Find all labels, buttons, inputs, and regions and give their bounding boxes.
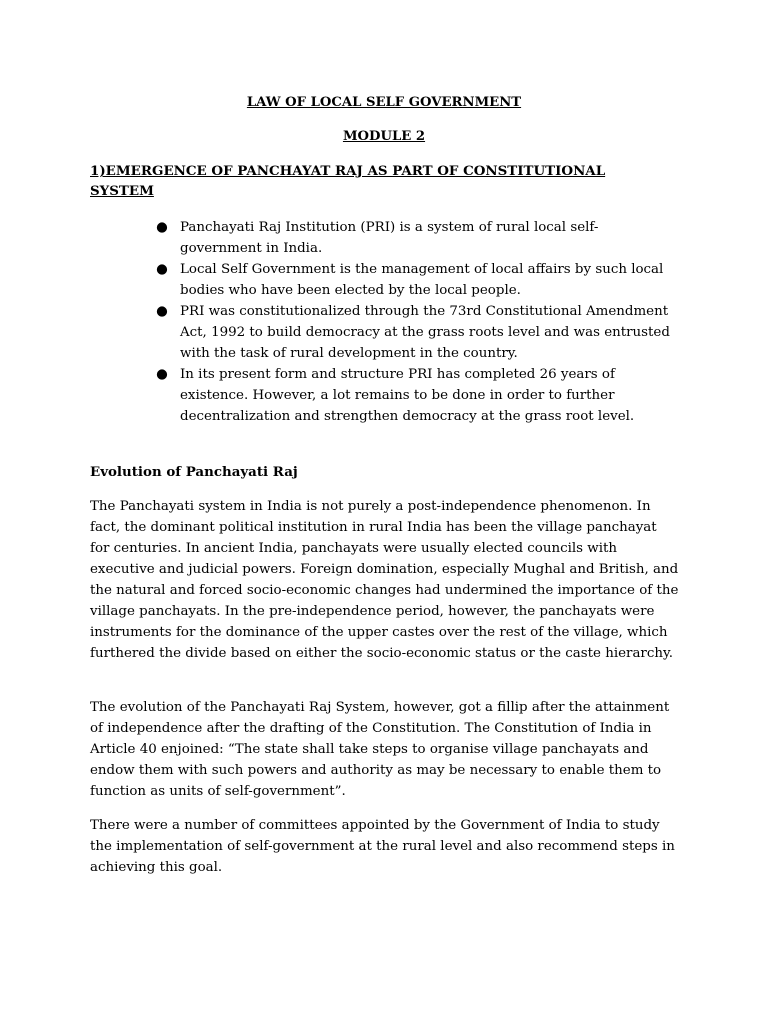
paragraph: The evolution of the Panchayati Raj System, however, got a fillip after the attainment of independence after the drafting of the Constitution. The Constitution of India in Article 40 enjoined: “The state shall take steps to organise village panchayats and endow them with such powers and authority as may be necessary to enable them to function as units of self-government”. bbox=[90, 700, 670, 799]
paragraph: The Panchayati system in India is not purely a post-independence phenomenon. In fact, the dominant political institution in rural India has been the village panchayat for centuries. In ancient India, panchayats were usually elected councils with executive and judicial powers. Foreign domination, especially Mughal and British, and the natural and forced socio-economic changes had undermined the importance of the village panchayats. In the pre-independence period, however, the panchayats were instruments for the dominance of the upper castes over the rest of the village, which furthered the divide based on either the socio-economic status or the caste hierarchy. bbox=[90, 499, 679, 661]
bullet-item bbox=[156, 301, 680, 364]
document-title: LAW OF LOCAL SELF GOVERNMENT bbox=[246, 95, 522, 110]
bullet-list bbox=[156, 217, 680, 427]
bullet-item bbox=[156, 364, 680, 427]
bullet-text: Local Self Government is the management of local affairs by such local bodies who have been elected by the local people. bbox=[180, 262, 664, 298]
sub-heading: Evolution of Panchayati Raj bbox=[90, 464, 298, 480]
bullet-icon: ● bbox=[156, 367, 168, 382]
bullet-item bbox=[156, 217, 680, 259]
bullet-text: Panchayati Raj Institution (PRI) is a system of rural local self-government in India. bbox=[180, 220, 599, 256]
bullet-icon: ● bbox=[156, 304, 168, 319]
bullet-item bbox=[156, 259, 680, 301]
section-heading: 1)EMERGENCE OF PANCHAYAT RAJ AS PART OF CONSTITUTIONAL SYSTEM bbox=[90, 163, 606, 199]
paragraph: There were a number of committees appointed by the Government of India to study the implementation of self-government at the rural level and also recommend steps in achieving this goal. bbox=[90, 818, 675, 875]
bullet-icon: ● bbox=[156, 220, 168, 235]
bullet-text: PRI was constitutionalized through the 73rd Constitutional Amendment Act, 1992 to build democracy at the grass roots level and was entrusted with the task of rural development in the country. bbox=[180, 304, 670, 361]
bullet-icon: ● bbox=[156, 262, 168, 277]
module-heading: MODULE 2 bbox=[342, 129, 426, 144]
bullet-text: In its present form and structure PRI has completed 26 years of existence. However, a lot remains to be done in order to further decentralization and strengthen democracy at the grass root level. bbox=[180, 367, 635, 424]
